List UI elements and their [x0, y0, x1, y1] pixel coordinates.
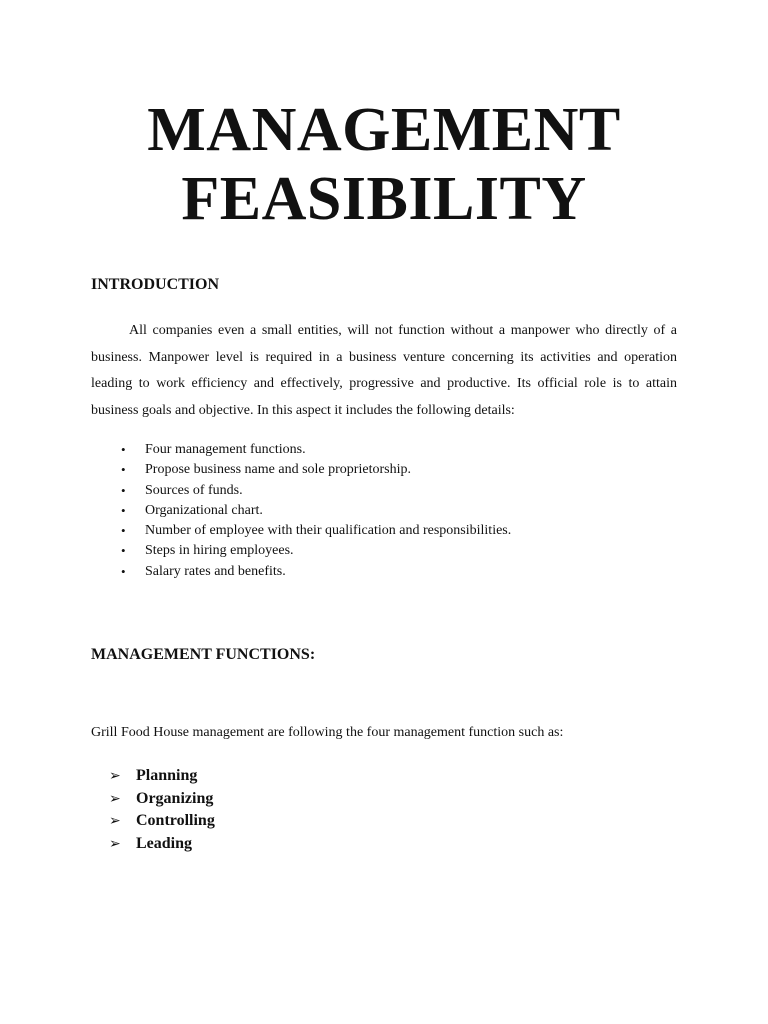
list-item-text: Number of employee with their qualification and responsibilities. [145, 523, 512, 539]
list-item-text: Four management functions. [145, 442, 306, 457]
function-item-label: Planning [136, 767, 198, 784]
list-item [91, 460, 511, 480]
details-list [91, 440, 511, 582]
list-item [91, 562, 511, 582]
list-item-text: Organizational chart. [145, 502, 263, 518]
list-item-text: Salary rates and benefits. [145, 563, 286, 579]
arrow-bullet-icon: ➢ [109, 836, 121, 853]
page-title [0, 96, 768, 234]
list-item [91, 481, 511, 501]
introduction-heading: INTRODUCTION [91, 276, 220, 293]
bullet-icon: • [121, 462, 126, 478]
page-title-line-1: MANAGEMENT [147, 96, 621, 164]
arrow-bullet-icon: ➢ [109, 768, 121, 784]
list-item [91, 440, 511, 460]
bullet-icon: • [121, 442, 126, 457]
arrow-bullet-icon: ➢ [109, 813, 121, 830]
list-item-text: Sources of funds. [145, 482, 243, 498]
page-title-line-2: FEASIBILITY [181, 165, 587, 233]
list-item [91, 501, 511, 521]
list-item [91, 521, 511, 541]
bullet-icon: • [121, 482, 126, 498]
arrow-bullet-icon: ➢ [109, 790, 121, 807]
management-functions-intro: Grill Food House management are following the four management function such as: [91, 725, 564, 740]
function-item [91, 788, 215, 811]
bullet-icon: • [121, 523, 126, 539]
management-functions-heading: MANAGEMENT FUNCTIONS: [91, 646, 316, 663]
list-item-text: Steps in hiring employees. [145, 543, 294, 559]
function-item [91, 810, 215, 833]
bullet-icon: • [121, 563, 126, 579]
function-item [91, 765, 215, 788]
list-item-text: Propose business name and sole proprietorship. [145, 462, 411, 478]
introduction-paragraph: All companies even a small entities, will not function without a manpower who directly of a business. Manpower level is required in a business venture concerning its activities and operation leading to work efficiency and effectively, progressive and productive. Its official role is to attain business goals and objective. In this aspect it includes the following details: [91, 323, 677, 418]
function-item-label: Leading [136, 835, 193, 853]
function-item-label: Controlling [136, 812, 215, 830]
function-item [91, 833, 215, 856]
functions-list [91, 765, 215, 856]
function-item-label: Organizing [136, 789, 214, 807]
bullet-icon: • [121, 543, 126, 559]
list-item [91, 541, 511, 561]
bullet-icon: • [121, 502, 126, 518]
